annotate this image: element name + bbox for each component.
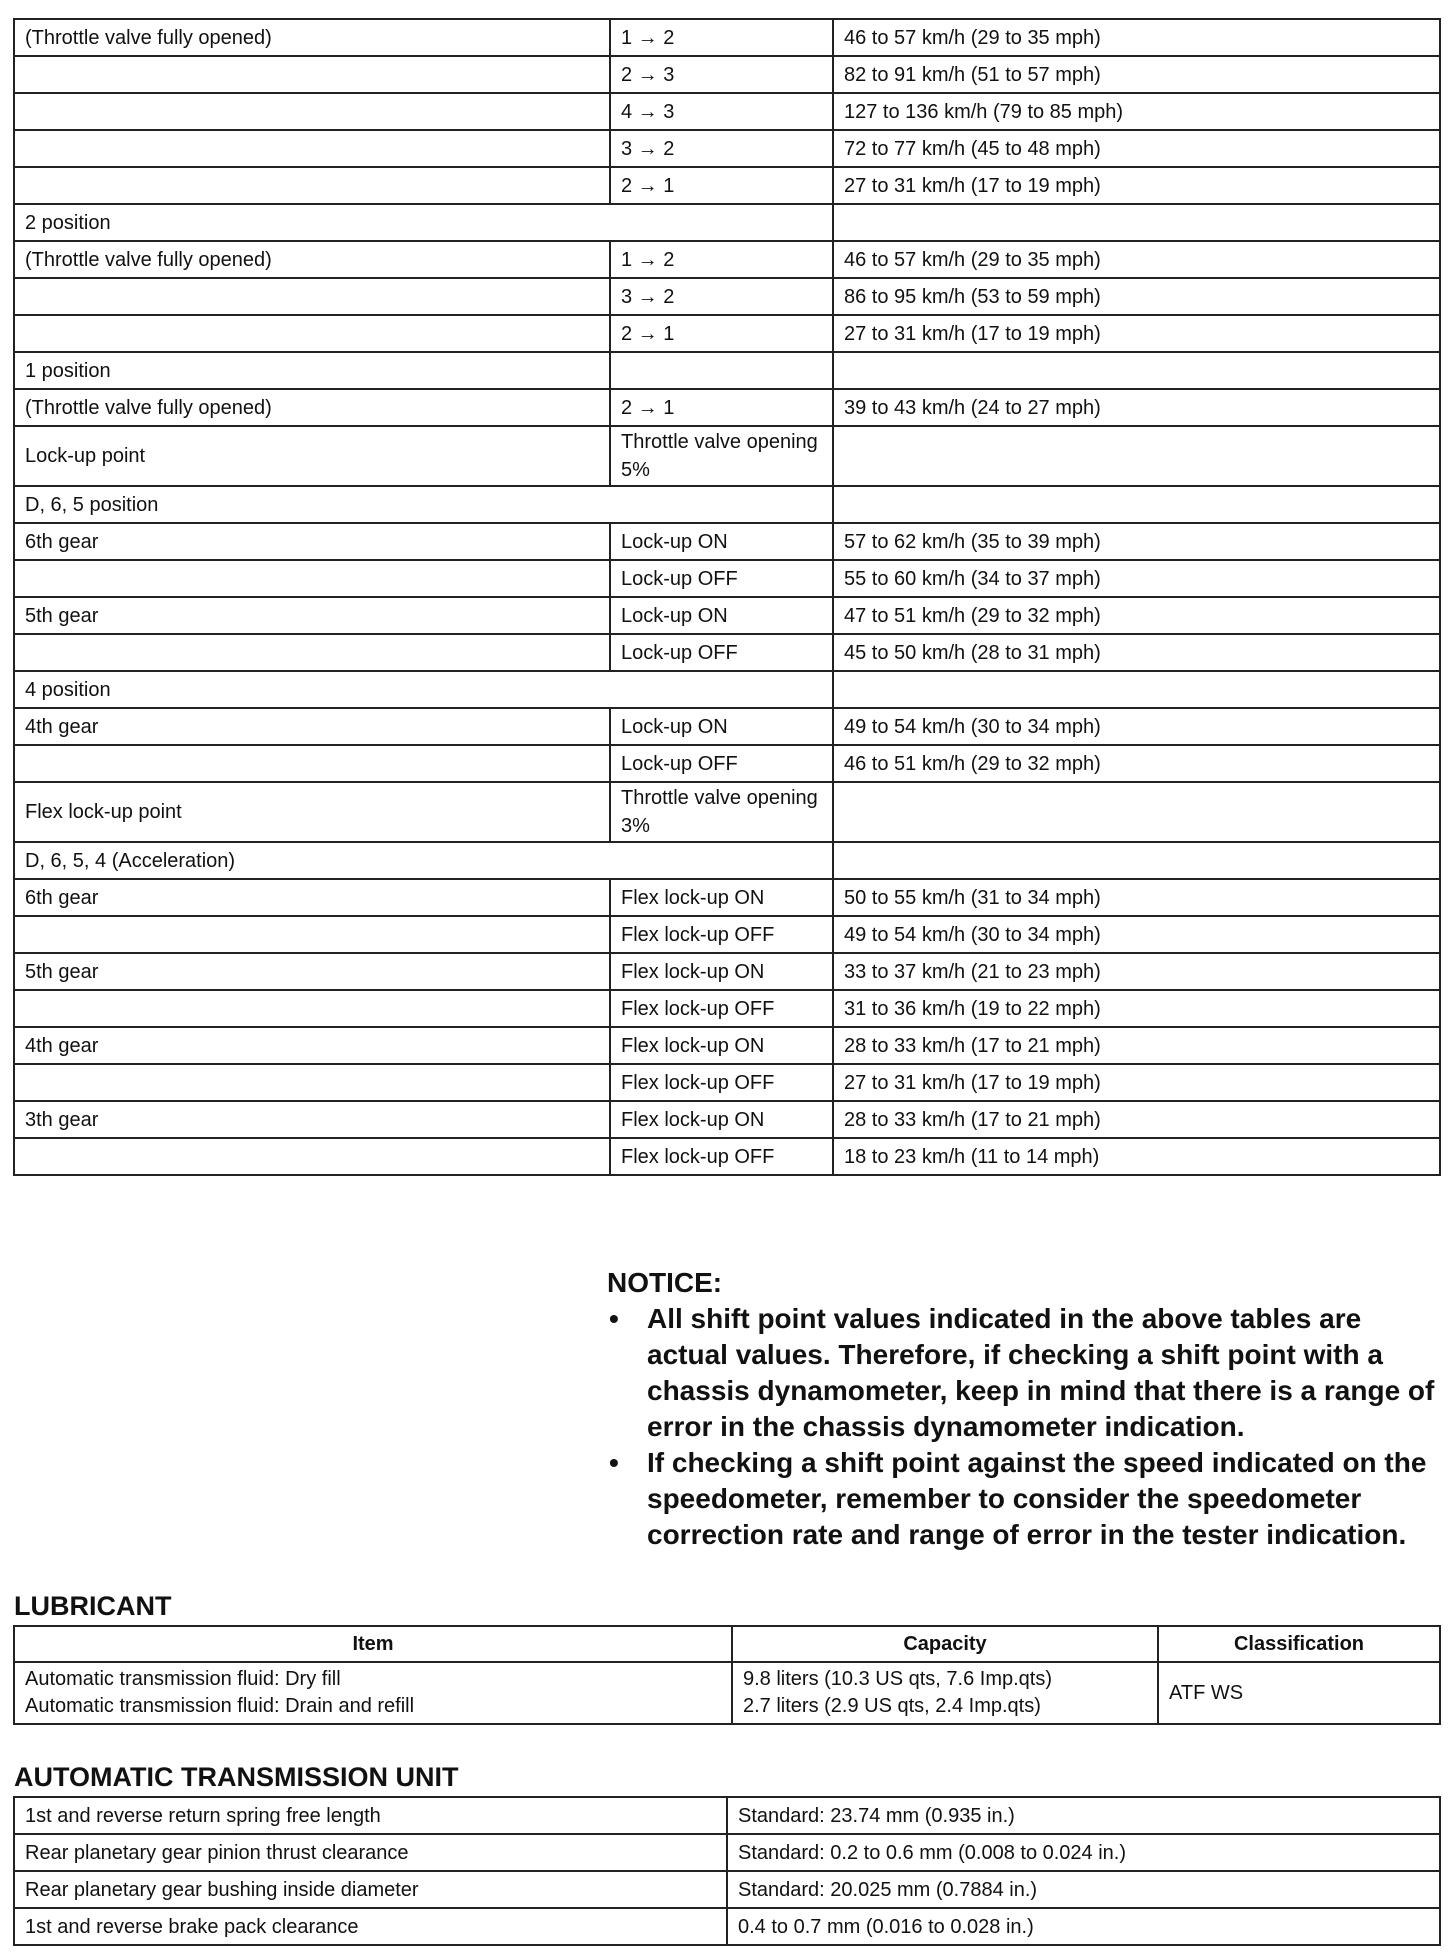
table-cell: 2 → 1 bbox=[610, 315, 833, 352]
table-row bbox=[14, 953, 1440, 990]
table-cell: Throttle valve opening 5% bbox=[610, 426, 833, 486]
table-row bbox=[14, 1027, 1440, 1064]
capacity-line: 9.8 liters (10.3 US qts, 7.6 Imp.qts) bbox=[743, 1668, 1053, 1690]
table-cell: 86 to 95 km/h (53 to 59 mph) bbox=[833, 278, 1440, 315]
table-cell: 1 → 2 bbox=[610, 19, 833, 56]
table-row bbox=[14, 389, 1440, 426]
table-cell: (Throttle valve fully opened) bbox=[14, 389, 610, 426]
item-cell: 1st and reverse brake pack clearance bbox=[14, 1908, 727, 1945]
table-cell bbox=[14, 990, 610, 1027]
table-cell bbox=[833, 352, 1440, 389]
table-cell bbox=[14, 634, 610, 671]
table-cell bbox=[14, 1138, 610, 1175]
item-cell: Rear planetary gear pinion thrust clearance bbox=[14, 1834, 727, 1871]
table-cell: Lock-up point bbox=[14, 426, 610, 486]
table-cell bbox=[833, 204, 1440, 241]
table-cell: 28 to 33 km/h (17 to 21 mph) bbox=[833, 1101, 1440, 1138]
notice-bullet: • If checking a shift point against the speed indicated on the speedometer, remember to consider the speedometer correction rate and range of error in the tester indication. bbox=[607, 1445, 1447, 1553]
value-cell: Standard: 0.2 to 0.6 mm (0.008 to 0.024 in.) bbox=[727, 1834, 1440, 1871]
table-cell: 39 to 43 km/h (24 to 27 mph) bbox=[833, 389, 1440, 426]
table-row bbox=[14, 167, 1440, 204]
lubricant-heading: LUBRICANT bbox=[14, 1591, 172, 1621]
value-cell: Standard: 20.025 mm (0.7884 in.) bbox=[727, 1871, 1440, 1908]
table-cell: 5th gear bbox=[14, 953, 610, 990]
atu-table bbox=[13, 1796, 1441, 1946]
table-cell: 46 to 51 km/h (29 to 32 mph) bbox=[833, 745, 1440, 782]
table-cell: Flex lock-up ON bbox=[610, 953, 833, 990]
table-cell: 4th gear bbox=[14, 708, 610, 745]
table-row bbox=[14, 278, 1440, 315]
value-cell: 0.4 to 0.7 mm (0.016 to 0.028 in.) bbox=[727, 1908, 1440, 1945]
table-cell bbox=[14, 56, 610, 93]
table-cell bbox=[610, 352, 833, 389]
table-cell: 27 to 31 km/h (17 to 19 mph) bbox=[833, 1064, 1440, 1101]
table-cell: 33 to 37 km/h (21 to 23 mph) bbox=[833, 953, 1440, 990]
lubricant-table bbox=[13, 1625, 1441, 1725]
table-row bbox=[14, 1138, 1440, 1175]
table-cell: 27 to 31 km/h (17 to 19 mph) bbox=[833, 315, 1440, 352]
table-cell: 127 to 136 km/h (79 to 85 mph) bbox=[833, 93, 1440, 130]
table-cell: Flex lock-up OFF bbox=[610, 1064, 833, 1101]
table-cell: 5th gear bbox=[14, 597, 610, 634]
table-cell bbox=[14, 560, 610, 597]
notice-bullet: • All shift point values indicated in the above tables are actual values. Therefore, if checking a shift point with a chassis dynamometer, keep in mind that there is a range of error in the chassis dynamometer indication. bbox=[607, 1301, 1447, 1445]
table-row bbox=[14, 315, 1440, 352]
table-cell: Flex lock-up ON bbox=[610, 1101, 833, 1138]
table-row bbox=[14, 1101, 1440, 1138]
table-cell bbox=[14, 916, 610, 953]
table-cell: Lock-up ON bbox=[610, 708, 833, 745]
table-cell bbox=[833, 842, 1440, 879]
table-row bbox=[14, 1834, 1440, 1871]
section-heading-cell: 2 position bbox=[14, 204, 833, 241]
value-cell: Standard: 23.74 mm (0.935 in.) bbox=[727, 1797, 1440, 1834]
table-cell: Throttle valve opening 3% bbox=[610, 782, 833, 842]
notice-block bbox=[607, 1265, 1447, 1553]
table-cell: 31 to 36 km/h (19 to 22 mph) bbox=[833, 990, 1440, 1027]
table-cell bbox=[14, 167, 610, 204]
table-row bbox=[14, 560, 1440, 597]
table-cell bbox=[14, 315, 610, 352]
table-cell: 72 to 77 km/h (45 to 48 mph) bbox=[833, 130, 1440, 167]
item-cell: Rear planetary gear bushing inside diameter bbox=[14, 1871, 727, 1908]
table-cell bbox=[833, 671, 1440, 708]
table-cell: 45 to 50 km/h (28 to 31 mph) bbox=[833, 634, 1440, 671]
table-cell: 50 to 55 km/h (31 to 34 mph) bbox=[833, 879, 1440, 916]
table-cell: 1 → 2 bbox=[610, 241, 833, 278]
capacity-cell bbox=[732, 1662, 1158, 1724]
table-cell: 6th gear bbox=[14, 523, 610, 560]
table-row bbox=[14, 708, 1440, 745]
table-row bbox=[14, 782, 1440, 842]
table-cell: (Throttle valve fully opened) bbox=[14, 241, 610, 278]
table-row bbox=[14, 1908, 1440, 1945]
table-row bbox=[14, 352, 1440, 389]
item-line: Automatic transmission fluid: Drain and refill bbox=[25, 1695, 415, 1717]
table-row bbox=[14, 241, 1440, 278]
table-row bbox=[14, 1797, 1440, 1834]
table-cell: Lock-up OFF bbox=[610, 560, 833, 597]
table-cell: 57 to 62 km/h (35 to 39 mph) bbox=[833, 523, 1440, 560]
table-cell: Lock-up ON bbox=[610, 523, 833, 560]
table-row bbox=[14, 990, 1440, 1027]
table-cell: 49 to 54 km/h (30 to 34 mph) bbox=[833, 708, 1440, 745]
table-cell: 28 to 33 km/h (17 to 21 mph) bbox=[833, 1027, 1440, 1064]
table-row bbox=[14, 671, 1440, 708]
table-row bbox=[14, 486, 1440, 523]
table-cell: 2 → 1 bbox=[610, 167, 833, 204]
column-header-capacity: Capacity bbox=[732, 1626, 1158, 1662]
table-cell bbox=[14, 745, 610, 782]
notice-title: NOTICE: bbox=[607, 1267, 723, 1298]
table-cell bbox=[14, 1064, 610, 1101]
column-header-classification: Classification bbox=[1158, 1626, 1440, 1662]
table-cell: Flex lock-up OFF bbox=[610, 916, 833, 953]
table-cell: 46 to 57 km/h (29 to 35 mph) bbox=[833, 19, 1440, 56]
table-row bbox=[14, 1662, 1440, 1724]
table-cell: 27 to 31 km/h (17 to 19 mph) bbox=[833, 167, 1440, 204]
table-cell: 55 to 60 km/h (34 to 37 mph) bbox=[833, 560, 1440, 597]
table-row bbox=[14, 842, 1440, 879]
table-cell: 4th gear bbox=[14, 1027, 610, 1064]
table-cell: (Throttle valve fully opened) bbox=[14, 19, 610, 56]
table-row bbox=[14, 56, 1440, 93]
section-heading-cell: 4 position bbox=[14, 671, 833, 708]
table-cell bbox=[833, 426, 1440, 486]
table-cell: 4 → 3 bbox=[610, 93, 833, 130]
table-row bbox=[14, 426, 1440, 486]
table-cell bbox=[14, 93, 610, 130]
table-cell: 3th gear bbox=[14, 1101, 610, 1138]
item-cell: 1st and reverse return spring free length bbox=[14, 1797, 727, 1834]
table-row bbox=[14, 634, 1440, 671]
table-cell: Flex lock-up point bbox=[14, 782, 610, 842]
table-row bbox=[14, 597, 1440, 634]
classification-cell: ATF WS bbox=[1158, 1662, 1440, 1724]
capacity-line: 2.7 liters (2.9 US qts, 2.4 Imp.qts) bbox=[743, 1695, 1041, 1717]
table-cell: 49 to 54 km/h (30 to 34 mph) bbox=[833, 916, 1440, 953]
section-heading-cell: D, 6, 5 position bbox=[14, 486, 833, 523]
table-row bbox=[14, 93, 1440, 130]
table-cell: 18 to 23 km/h (11 to 14 mph) bbox=[833, 1138, 1440, 1175]
table-cell: 1 position bbox=[14, 352, 610, 389]
table-cell: Lock-up OFF bbox=[610, 634, 833, 671]
table-cell: 6th gear bbox=[14, 879, 610, 916]
table-row bbox=[14, 916, 1440, 953]
atu-heading: AUTOMATIC TRANSMISSION UNIT bbox=[14, 1762, 459, 1792]
table-cell: Flex lock-up ON bbox=[610, 879, 833, 916]
table-cell: Lock-up OFF bbox=[610, 745, 833, 782]
table-row bbox=[14, 1064, 1440, 1101]
table-cell: 46 to 57 km/h (29 to 35 mph) bbox=[833, 241, 1440, 278]
table-cell: Flex lock-up OFF bbox=[610, 1138, 833, 1175]
table-row bbox=[14, 745, 1440, 782]
table-cell: 82 to 91 km/h (51 to 57 mph) bbox=[833, 56, 1440, 93]
table-cell: Flex lock-up OFF bbox=[610, 990, 833, 1027]
table-cell: 3 → 2 bbox=[610, 278, 833, 315]
table-cell bbox=[14, 278, 610, 315]
table-header-row bbox=[14, 1626, 1440, 1662]
table-cell bbox=[14, 130, 610, 167]
shift-point-table bbox=[13, 18, 1441, 1176]
table-cell bbox=[833, 782, 1440, 842]
item-cell bbox=[14, 1662, 732, 1724]
table-cell: 3 → 2 bbox=[610, 130, 833, 167]
table-cell: 2 → 3 bbox=[610, 56, 833, 93]
table-row bbox=[14, 1871, 1440, 1908]
table-row bbox=[14, 19, 1440, 56]
table-cell bbox=[833, 486, 1440, 523]
table-row bbox=[14, 204, 1440, 241]
table-cell: 47 to 51 km/h (29 to 32 mph) bbox=[833, 597, 1440, 634]
table-cell: 2 → 1 bbox=[610, 389, 833, 426]
section-heading-cell: D, 6, 5, 4 (Acceleration) bbox=[14, 842, 833, 879]
table-row bbox=[14, 130, 1440, 167]
table-cell: Lock-up ON bbox=[610, 597, 833, 634]
column-header-item: Item bbox=[14, 1626, 732, 1662]
item-line: Automatic transmission fluid: Dry fill bbox=[25, 1668, 341, 1690]
table-row bbox=[14, 523, 1440, 560]
table-row bbox=[14, 879, 1440, 916]
table-cell: Flex lock-up ON bbox=[610, 1027, 833, 1064]
